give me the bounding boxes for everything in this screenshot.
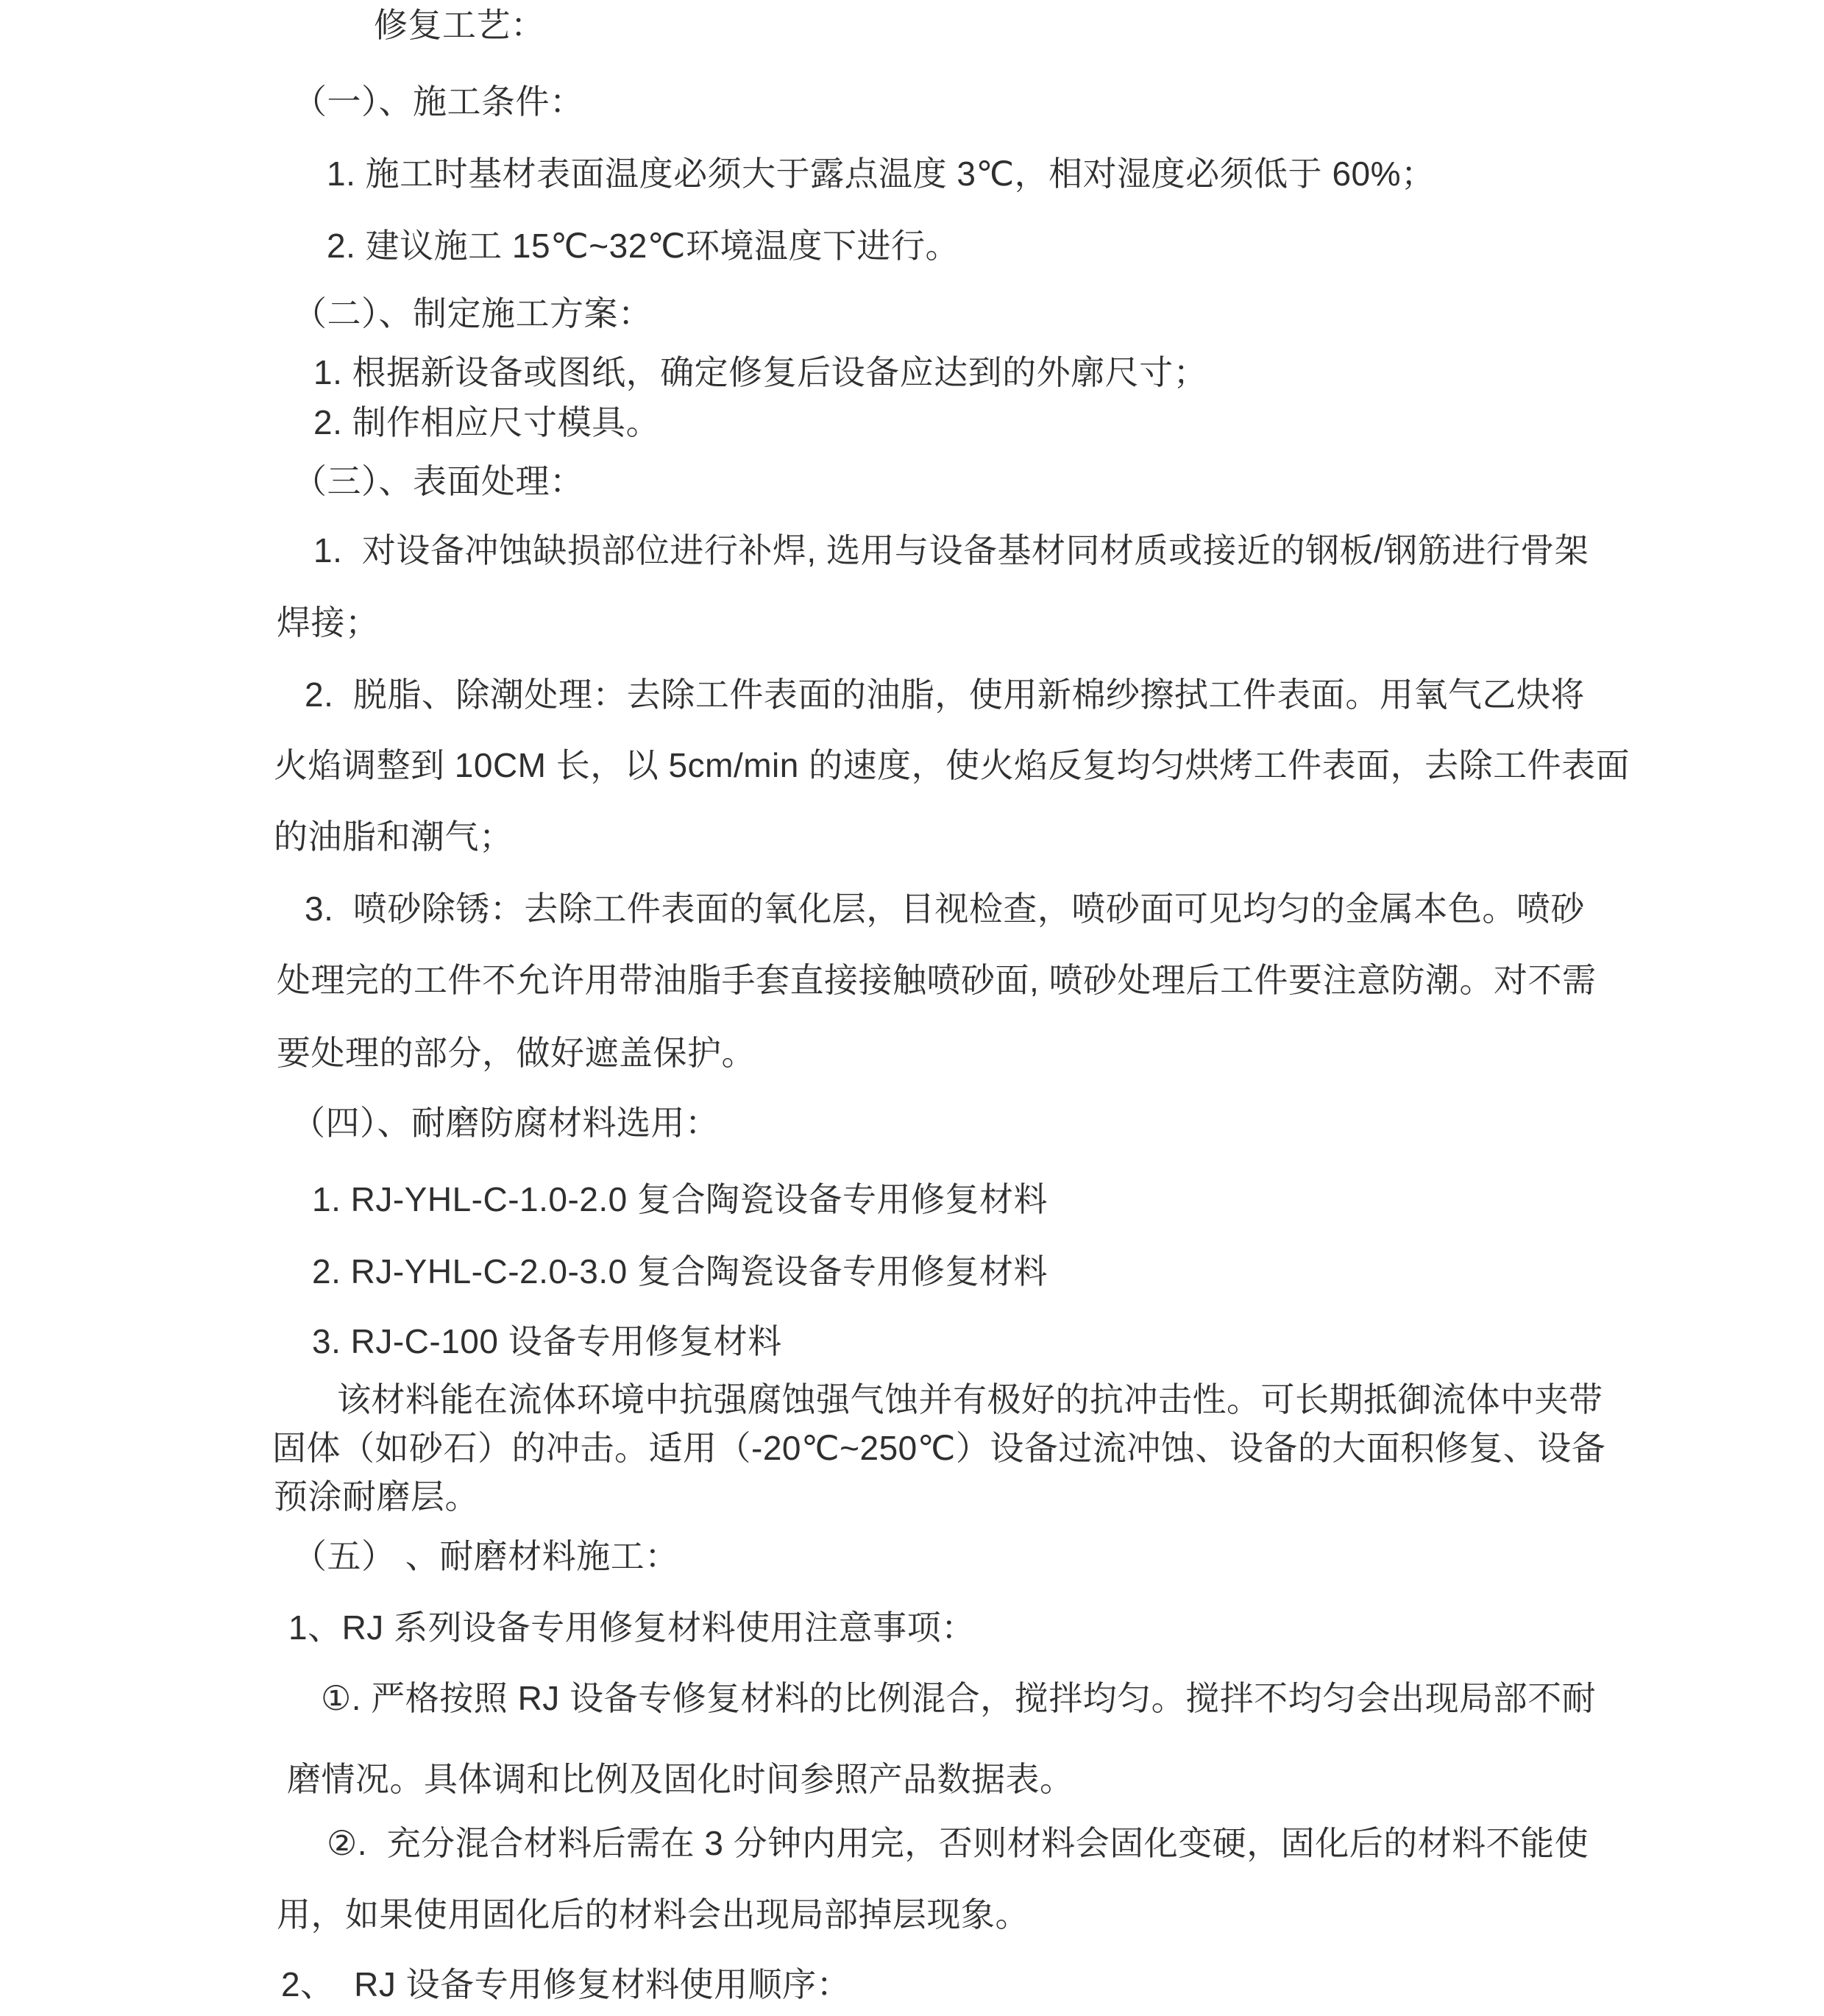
list-item: ①. 严格按照 RJ 设备专修复材料的比例混合，搅拌均匀。搅拌不均匀会出现局部不耐 <box>321 1679 1597 1717</box>
list-item: 1. 根据新设备或图纸，确定修复后设备应达到的外廓尺寸； <box>313 353 1208 391</box>
paragraph-line: 处理完的工件不允许用带油脂手套直接接触喷砂面, 喷砂处理后工件要注意防潮。对不需 <box>277 961 1597 999</box>
paragraph-line: 该材料能在流体环境中抗强腐蚀强气蚀并有极好的抗冲击性。可长期抵御流体中夹带 <box>337 1380 1603 1419</box>
paragraph-line: 火焰调整到 10CM 长，以 5cm/min 的速度，使火焰反复均匀烘烤工件表面，去除工件表面 <box>274 746 1630 784</box>
section-heading: （一）、施工条件： <box>293 82 584 121</box>
list-item: 2、 RJ 设备专用修复材料使用顺序： <box>281 1965 851 2003</box>
paragraph-line: 用，如果使用固化后的材料会出现局部掉层现象。 <box>277 1895 1029 1934</box>
paragraph-line: 预涂耐磨层。 <box>274 1477 479 1516</box>
section-heading: （五） 、耐磨材料施工： <box>293 1537 679 1575</box>
section-heading: （二）、制定施工方案： <box>293 294 653 333</box>
page-title: 修复工艺： <box>374 6 545 44</box>
list-item: 1. RJ-YHL-C-1.0-2.0 复合陶瓷设备专用修复材料 <box>312 1180 1048 1218</box>
list-item: 1、RJ 系列设备专用修复材料使用注意事项： <box>288 1608 976 1647</box>
list-item: 2. 建议施工 15℃~32℃环境温度下进行。 <box>327 227 959 265</box>
paragraph-line: 要处理的部分，做好遮盖保护。 <box>277 1034 756 1072</box>
list-item: 3. 喷砂除锈：去除工件表面的氧化层，目视检查，喷砂面可见均匀的金属本色。喷砂 <box>305 890 1585 928</box>
list-item: ②. 充分混合材料后需在 3 分钟内用完，否则材料会固化变硬，固化后的材料不能使 <box>327 1824 1589 1862</box>
list-item: 1. 施工时基材表面温度必须大于露点温度 3℃，相对湿度必须低于 60%； <box>327 155 1436 193</box>
paragraph-line: 焊接； <box>277 603 380 642</box>
paragraph-line: 磨情况。具体调和比例及固化时间参照产品数据表。 <box>287 1760 1074 1798</box>
list-item: 2. RJ-YHL-C-2.0-3.0 复合陶瓷设备专用修复材料 <box>312 1252 1048 1291</box>
list-item: 1. 对设备冲蚀缺损部位进行补焊, 选用与设备基材同材质或接近的钢板/钢筋进行骨架 <box>313 531 1589 569</box>
section-heading: （四）、耐磨防腐材料选用： <box>291 1104 720 1142</box>
list-item: 2. 脱脂、除潮处理：去除工件表面的油脂，使用新棉纱擦拭工件表面。用氧气乙炔将 <box>305 675 1585 714</box>
list-item: 3. RJ-C-100 设备专用修复材料 <box>312 1322 782 1360</box>
paragraph-line: 的油脂和潮气； <box>274 817 514 856</box>
list-item: 2. 制作相应尺寸模具。 <box>313 403 661 441</box>
paragraph-line: 固体（如砂石）的冲击。适用（-20℃~250℃）设备过流冲蚀、设备的大面积修复、设备 <box>272 1429 1606 1467</box>
section-heading: （三）、表面处理： <box>293 462 584 500</box>
